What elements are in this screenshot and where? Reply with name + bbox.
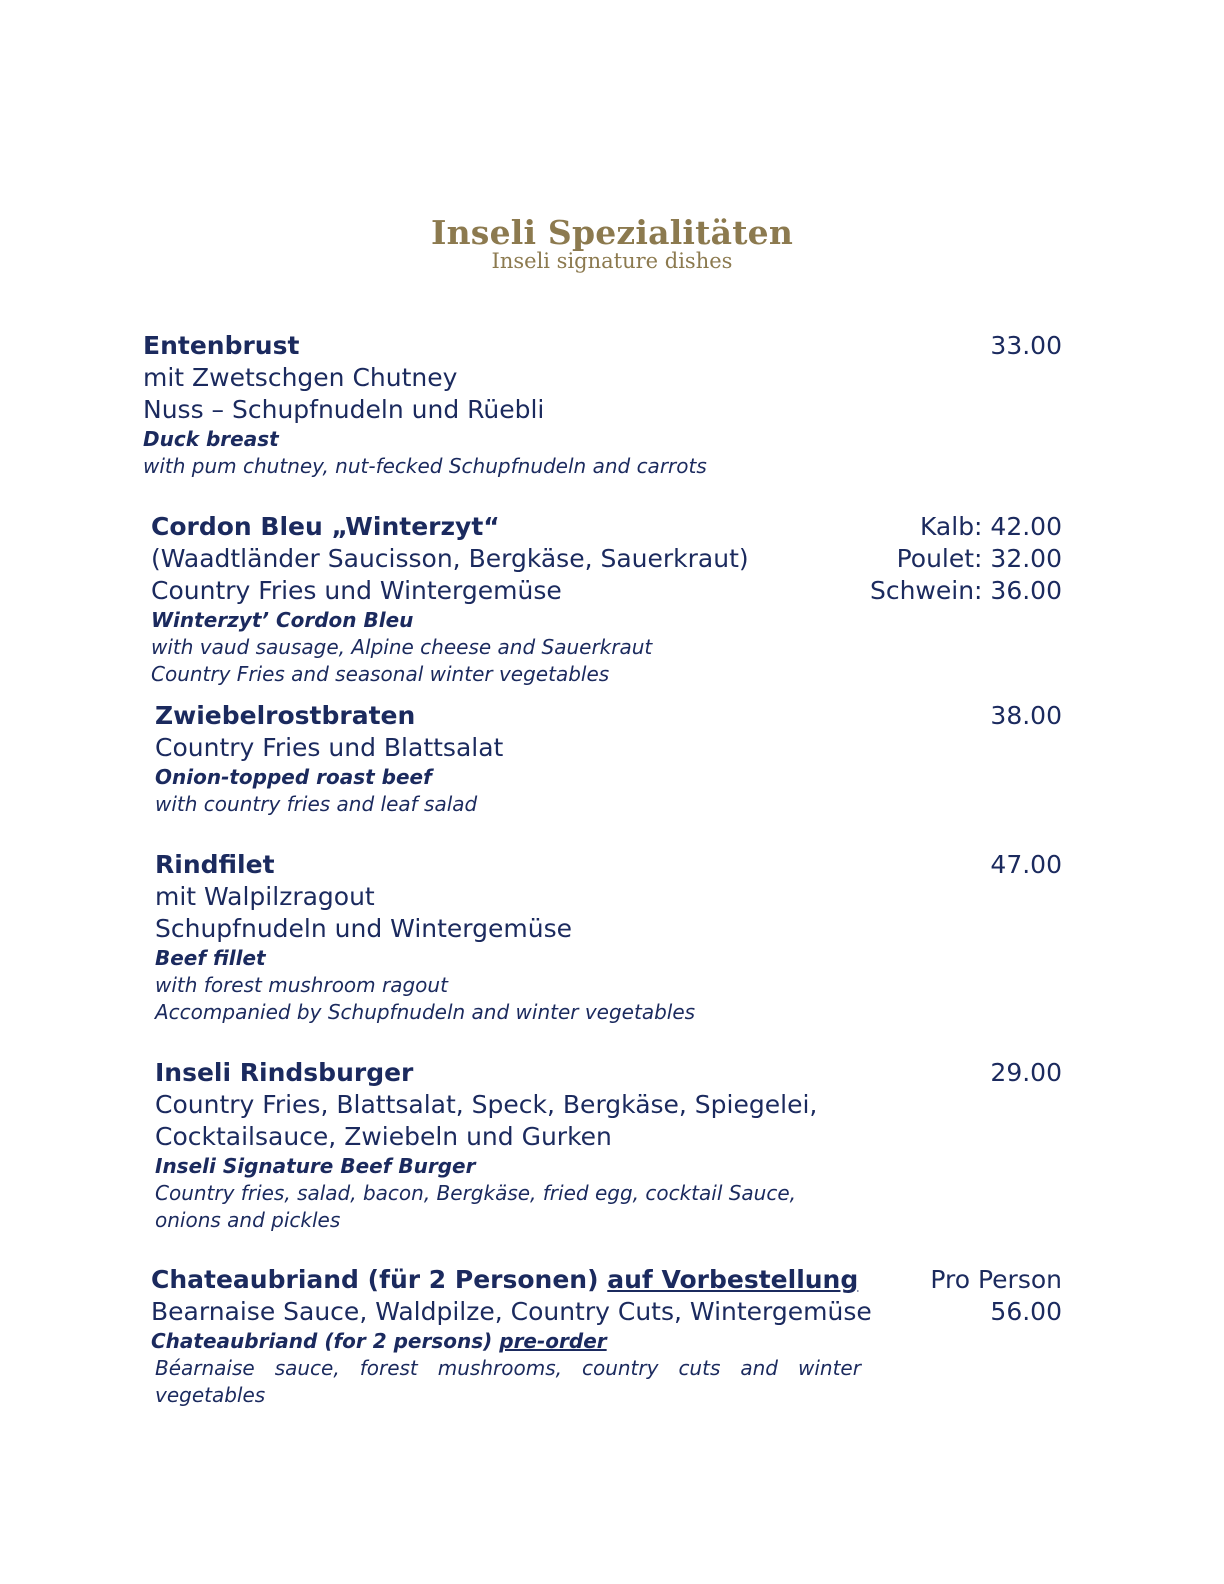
dish-description-en: onions and pickles <box>155 1208 341 1232</box>
page-title: Inseli Spezialitäten <box>430 213 794 252</box>
price-value: Poulet: 32.00 <box>896 544 1062 573</box>
word: country <box>581 1356 659 1380</box>
price-value: 33.00 <box>990 331 1062 360</box>
dish-rindfilet <box>155 849 1105 1026</box>
dish-description-de: Country Fries und Blattsalat <box>155 733 504 762</box>
dish-description-de: Country Fries, Blattsalat, Speck, Bergkäse, Spiegelei, <box>155 1090 818 1119</box>
price-value: 47.00 <box>990 850 1062 879</box>
word: forest <box>359 1356 418 1380</box>
dish-description-de: Country Fries und Wintergemüse <box>151 576 562 605</box>
dish-description-de: mit Zwetschgen Chutney <box>143 363 458 392</box>
menu-header <box>0 212 1224 274</box>
word: winter <box>797 1356 861 1380</box>
dish-description-en: with vaud sausage, Alpine cheese and Sauerkraut <box>151 635 653 659</box>
dish-name-en: Duck breast <box>143 427 279 451</box>
dish-price <box>990 330 1062 362</box>
dish-name-en <box>151 1328 1101 1355</box>
dish-description-en: Country Fries and seasonal winter vegetables <box>151 662 610 686</box>
price-value: 29.00 <box>990 1058 1062 1087</box>
price-value: 56.00 <box>990 1297 1062 1326</box>
dish-description-en: Accompanied by Schupfnudeln and winter vegetables <box>155 1000 696 1024</box>
dish-description-de: mit Walpilzragout <box>155 882 375 911</box>
dish-name-en-text: Chateaubriand (for 2 persons) <box>151 1329 493 1353</box>
dish-description-de: Nuss – Schupfnudeln und Rüebli <box>143 395 545 424</box>
dish-description-de: Cocktailsauce, Zwiebeln und Gurken <box>155 1122 612 1151</box>
dish-price <box>870 511 1062 607</box>
dish-rindsburger <box>155 1057 1105 1234</box>
dish-description-de: Bearnaise Sauce, Waldpilze, Country Cuts, Wintergemüse <box>151 1297 872 1326</box>
dish-description-de: (Waadtländer Saucisson, Bergkäse, Sauerkraut) <box>151 544 749 573</box>
dish-name-en: Winterzyt’ Cordon Bleu <box>151 608 414 632</box>
price-value: 38.00 <box>990 701 1062 730</box>
dish-name: Inseli Rindsburger <box>155 1058 414 1087</box>
dish-name-en: Inseli Signature Beef Burger <box>155 1154 476 1178</box>
dish-name: Zwiebelrostbraten <box>155 701 416 730</box>
dish-name: Cordon Bleu „Winterzyt“ <box>151 512 500 541</box>
dish-entenbrust <box>143 330 1093 480</box>
dish-price <box>990 849 1062 881</box>
dish-description-en: vegetables <box>155 1383 266 1407</box>
dish-zwiebelrostbraten <box>155 700 1105 818</box>
price-label: Pro Person <box>930 1265 1062 1294</box>
preorder-note: auf Vorbestellung <box>607 1265 859 1294</box>
price-value: Kalb: 42.00 <box>919 512 1062 541</box>
word: sauce, <box>274 1356 340 1380</box>
dish-name: Entenbrust <box>143 331 300 360</box>
word: Béarnaise <box>155 1356 255 1380</box>
word: and <box>740 1356 778 1380</box>
word: mushrooms, <box>437 1356 562 1380</box>
dish-price <box>990 700 1062 732</box>
word: cuts <box>678 1356 721 1380</box>
dish-description-en: Country fries, salad, bacon, Bergkäse, fried egg, cocktail Sauce, <box>155 1181 797 1205</box>
dish-name: Rindfilet <box>155 850 275 879</box>
dish-description-en-justified <box>155 1355 861 1382</box>
dish-price <box>990 1057 1062 1089</box>
preorder-note-en: pre-order <box>499 1329 607 1353</box>
dish-description-en: with forest mushroom ragout <box>155 973 448 997</box>
dish-name-text: Chateaubriand (für 2 Personen) <box>151 1265 599 1294</box>
page-subtitle: Inseli signature dishes <box>491 249 733 273</box>
dish-description-de: Schupfnudeln und Wintergemüse <box>155 914 572 943</box>
dish-name-en: Beef fillet <box>155 946 266 970</box>
dish-description-en: with pum chutney, nut-fecked Schupfnudeln and carrots <box>143 454 707 478</box>
dish-description-en: with country fries and leaf salad <box>155 792 478 816</box>
price-value: Schwein: 36.00 <box>869 576 1062 605</box>
dish-price <box>930 1264 1062 1328</box>
dish-name-en: Onion-topped roast beef <box>155 765 432 789</box>
